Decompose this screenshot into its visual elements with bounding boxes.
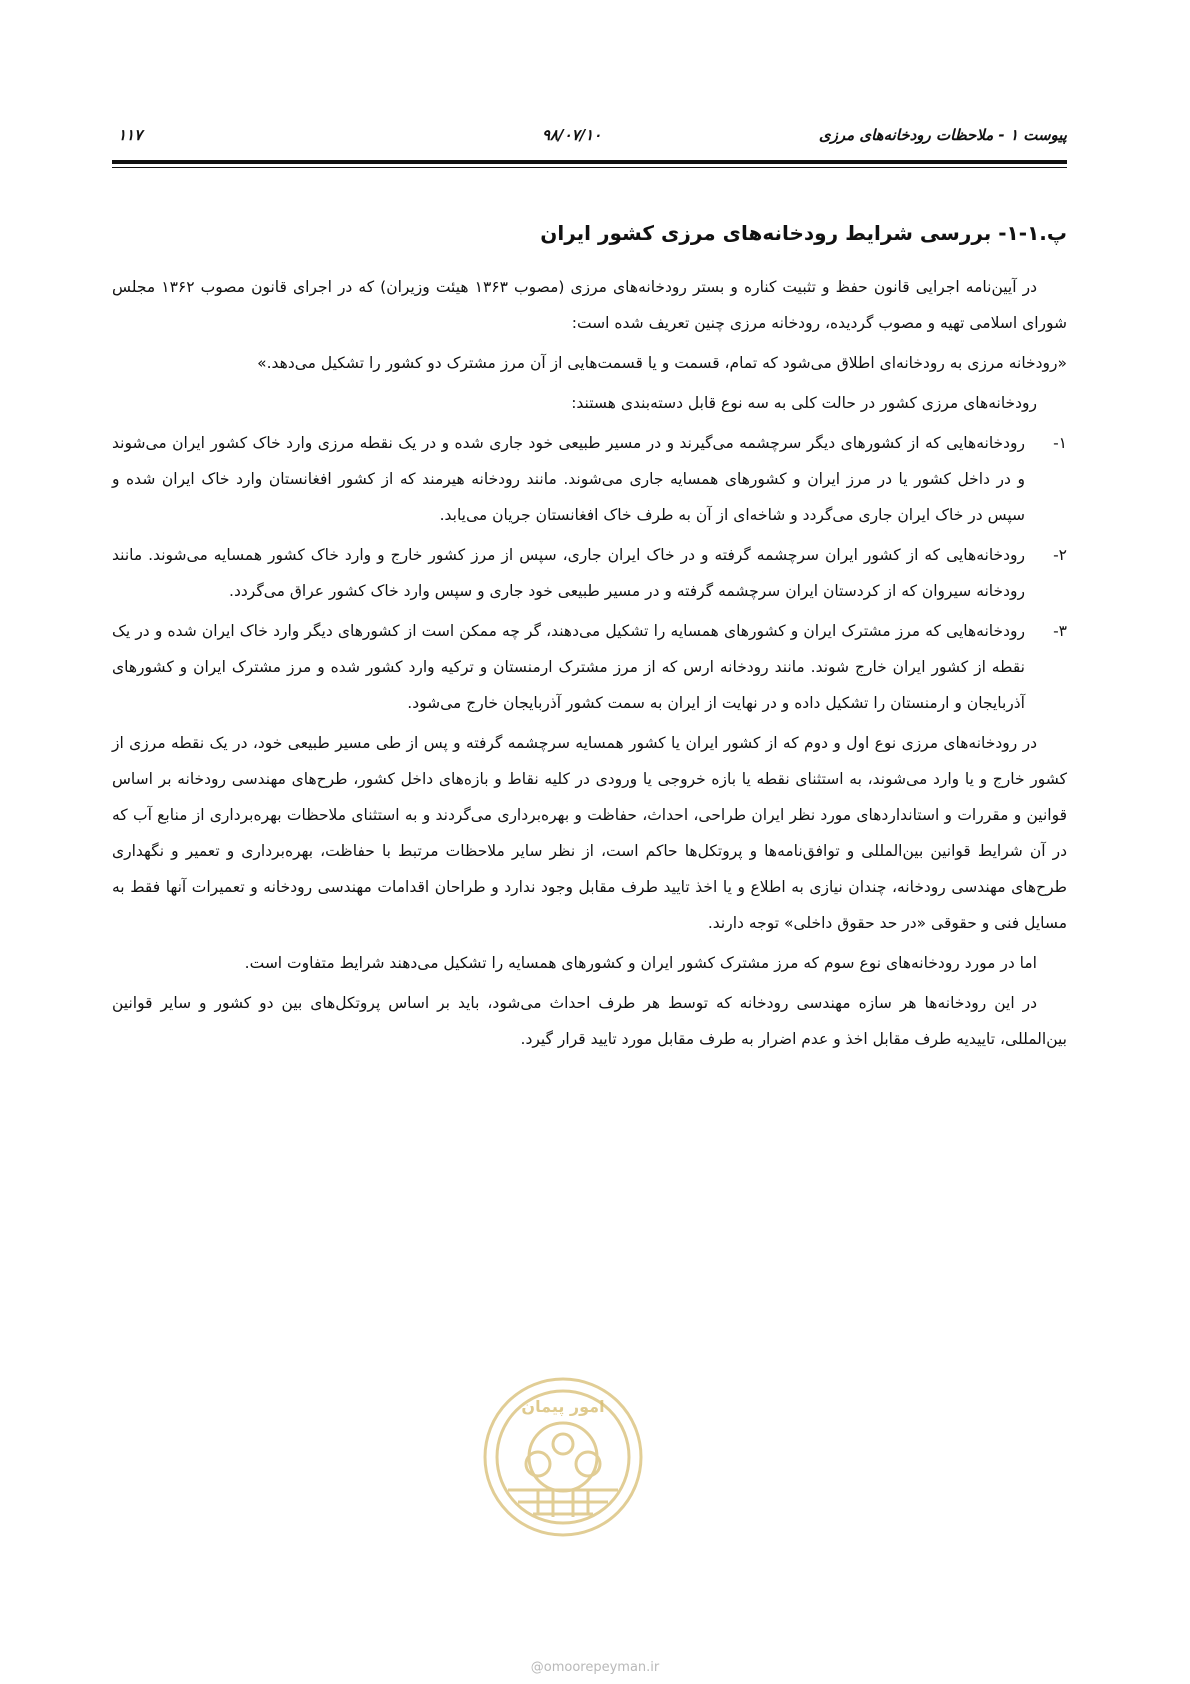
page-number: ۱۱۷: [118, 126, 143, 144]
section-title: پ.۱-۱- بررسی شرایط رودخانه‌های مرزی کشور ایران: [540, 221, 1067, 245]
watermark-seal: [478, 1372, 648, 1542]
list-item-number: ۱-: [1053, 434, 1067, 452]
watermark-url: @omoorepeyman.ir: [530, 1660, 660, 1675]
paragraph-regulation: در آیین‌نامه اجرایی قانون حفظ و تثبیت کناره و بستر رودخانه‌های مرزی (مصوب ۱۳۶۳ هیئت وزیران) که در اجرای قانون مصوب ۱۳۶۲ مجلس شورای اسلامی تهیه و مصوب گردیده، رودخانه مرزی چنین تعریف شده است:: [112, 278, 1067, 332]
header-date: ۹۸/۰۷/۱۰: [542, 126, 602, 144]
paragraph-type-three: اما در مورد رودخانه‌های نوع سوم که مرز مشترک کشور ایران و کشورهای همسایه را تشکیل می‌دهند شرایط متفاوت است.: [244, 954, 1037, 972]
header-rule-thin: [112, 167, 1067, 168]
list-item-text: رودخانه‌هایی که مرز مشترک ایران و کشورهای همسایه را تشکیل می‌دهند، گر چه ممکن است از کشورهای دیگر وارد خاک ایران شده و در یک نقطه از کشور ایران خارج شوند. مانند رودخانه ارس که از مرز مشترک ارمنستان و ترکیه وارد کشور شده و مرز مشترک ایران و کشورهای آذربایجان و ارمنستان را تشکیل داده و در نهایت از ایران به سمت کشور آذربایجان خارج می‌شود.: [112, 622, 1025, 712]
seal-emblem-icon: [478, 1372, 648, 1542]
paragraph-type-one-two: در رودخانه‌های مرزی نوع اول و دوم که از کشور ایران یا کشور همسایه سرچشمه گرفته و پس از طی مسیر طبیعی خود، در یک نقطه مرزی از کشور خارج و یا وارد می‌شوند، به استثنای نقطه یا بازه خروجی یا ورودی در کلیه نقاط و بازه‌های داخل کشور، طرح‌های مهندسی رودخانه بر اساس قوانین و مقررات و استانداردهای مورد نظر ایران طراحی، احداث، حفاظت و بهره‌برداری می‌گردند و به استثنای ملاحظات بهره‌برداری از منابع آب که در آن شرایط قوانین بین‌المللی و توافق‌نامه‌ها و پروتکل‌ها حاکم است، از نظر سایر ملاحظات مرتبط با حفاظت، بهره‌برداری و تعمیر و نگهداری طرح‌های مهندسی رودخانه، چندان نیازی به اطلاع و یا اخذ تایید طرف مقابل وجود ندارد و طراحان اقدامات مهندسی رودخانه و تعمیرات آنها فقط به مسایل فنی و حقوقی «در حد حقوق داخلی» توجه دارند.: [112, 734, 1067, 932]
paragraph-protocols: در این رودخانه‌ها هر سازه مهندسی رودخانه که توسط هر طرف احداث می‌شود، باید بر اساس پروتکل‌های بین دو کشور و سایر قوانین بین‌المللی، تاییدیه طرف مقابل اخذ و عدم اضرار به طرف مقابل مورد تایید قرار گیرد.: [112, 994, 1067, 1048]
list-item: [112, 537, 1067, 609]
list-item-number: ۲-: [1053, 546, 1067, 564]
paragraph-definition-quote: «رودخانه مرزی به رودخانه‌ای اطلاق می‌شود که تمام، قسمت و یا قسمت‌هایی از آن مرز مشترک دو کشور را تشکیل می‌دهد.»: [257, 354, 1067, 372]
header-rule-thick: [112, 160, 1067, 164]
page-body: [112, 217, 1067, 1061]
list-item: [112, 613, 1067, 721]
paragraph-classification-intro: رودخانه‌های مرزی کشور در حالت کلی به سه نوع قابل دسته‌بندی هستند:: [571, 394, 1037, 412]
list-item: [112, 425, 1067, 533]
river-types-list: [112, 425, 1067, 721]
list-item-number: ۳-: [1053, 622, 1067, 640]
seal-text: امور پیمان: [521, 1397, 605, 1416]
header-title: پیوست ۱ - ملاحظات رودخانه‌های مرزی: [818, 126, 1067, 144]
page-header: [112, 126, 1067, 152]
list-item-text: رودخانه‌هایی که از کشور ایران سرچشمه گرفته و در خاک ایران جاری، سپس از مرز کشور خارج و وارد خاک کشور همسایه می‌شوند. مانند رودخانه سیروان که از کردستان ایران سرچشمه گرفته و در مسیر طبیعی خود جاری و سپس وارد خاک کشور عراق می‌گردد.: [112, 546, 1025, 600]
list-item-text: رودخانه‌هایی که از کشورهای دیگر سرچشمه می‌گیرند و در مسیر طبیعی خود جاری شده و در یک نقطه مرزی وارد خاک کشور ایران می‌شوند و در داخل کشور یا در مرز ایران و کشورهای همسایه جاری می‌شوند. مانند رودخانه هیرمند که از کشور افغانستان وارد خاک ایران شده و سپس در خاک ایران جاری می‌گردد و شاخه‌ای از آن به طرف خاک افغانستان جریان می‌یابد.: [112, 434, 1025, 524]
